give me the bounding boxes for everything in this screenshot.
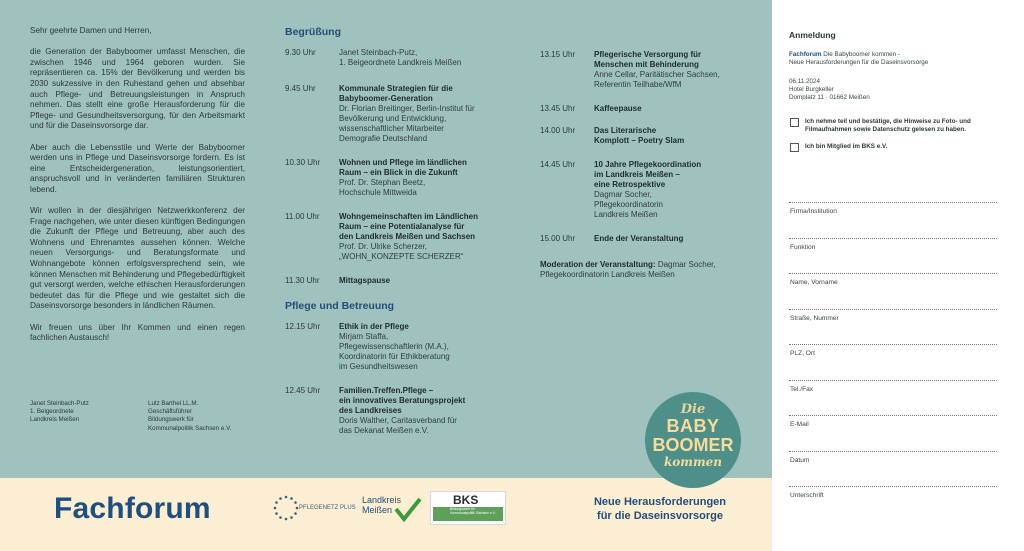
form-field[interactable]: [789, 238, 997, 251]
salutation: Sehr geehrte Damen und Herren,: [30, 26, 152, 35]
program-item: [540, 104, 765, 114]
program-item: [285, 48, 510, 68]
badge-line: BOOMER: [652, 435, 734, 455]
program-body: [339, 48, 510, 68]
program-time: 14.45 Uhr: [540, 160, 576, 169]
program-body: [339, 386, 510, 436]
program-title: Wohngemeinschaften im Ländlichen: [339, 212, 478, 221]
signature-line: Janet Steinbach-Putz: [30, 400, 89, 407]
form-field[interactable]: [789, 273, 997, 286]
form-field-label: Firma/Institution: [790, 208, 837, 215]
program-column-2: [540, 50, 765, 280]
fachforum-brand: Fachforum: [54, 492, 211, 525]
intro-paragraph: Wir wollen in der diesjährigen Netzwerkkonferenz der Frage nachgehen, wie unter diesen künftigen Bedingungen die Zukunft der Pflege und Betreuung, aber auch des Wohnens und Ehrenamtes aussehen können. Welche neuen Versorgungs- und Beratungsformate und Wohnangebote können erfolgsversprechend sein, wie können Menschen mit Behinderung und Pflegebedürftigkeit gut versorgt werden, welche ethischen Herausforderungen bedeutet das für die Pflege und wie gestaltet sich die Daseinsvorsorge besonders in ländlichen Räumen.: [30, 206, 245, 311]
program-desc: Anne Cellar, Paritätischer Sachsen,: [594, 70, 720, 79]
form-field[interactable]: [789, 415, 997, 428]
program-desc: Demografie Deutschland: [339, 134, 428, 143]
program-title: Kaffeepause: [594, 104, 642, 113]
program-title: ein innovatives Beratungsprojekt: [339, 396, 466, 405]
program-desc: Dagmar Socher,: [594, 190, 652, 199]
program-title: Mittagspause: [339, 276, 391, 285]
program-time: 12.45 Uhr: [285, 386, 321, 395]
program-desc: Pflegewissenschaftlerin (M.A.),: [339, 342, 449, 351]
member-checkbox[interactable]: [790, 143, 799, 152]
meissen-label: Meißen: [362, 505, 393, 515]
program-time: 15.00 Uhr: [540, 234, 576, 243]
program-title: Ethik in der Pflege: [339, 322, 409, 331]
program-desc: Bevölkerung und Entwicklung,: [339, 114, 447, 123]
program-item: [285, 212, 510, 262]
program-title: Wohnen und Pflege im ländlichen: [339, 158, 467, 167]
member-checkbox-row[interactable]: [789, 143, 1014, 151]
program-item: [540, 126, 765, 146]
program-title: Das Literarische: [594, 126, 657, 135]
program-body: [339, 158, 510, 198]
form-field-label: Tel./Fax: [790, 385, 814, 393]
program-item: [285, 322, 510, 372]
program-desc: Doris Walther, Caritasverband für: [339, 416, 457, 425]
program-title: eine Retrospektive: [594, 180, 666, 189]
program-title: Kommunale Strategien für die: [339, 84, 453, 93]
headline-line: für die Daseinsvorsorge: [597, 510, 723, 522]
event-text2: Neue Herausforderungen für die Daseinsvorsorge: [789, 59, 929, 67]
program-time: 11.00 Uhr: [285, 212, 320, 221]
badge-line: Die: [680, 402, 706, 417]
program-list-section1: [285, 48, 510, 286]
moderation-line2: Pflegekoordinatorin Landkreis Meißen: [540, 270, 675, 279]
program-time: 14.00 Uhr: [540, 126, 576, 135]
form-field-label: E-Mail: [790, 421, 809, 428]
form-field-label: Unterschrift: [790, 492, 824, 499]
signature-line: Kommunalpolitik Sachsen e.V.: [148, 424, 232, 432]
program-desc: Prof. Dr. Ulrike Scherzer,: [339, 242, 428, 251]
program-desc: Hochschule Mittweida: [339, 188, 417, 197]
program-body: [594, 50, 765, 90]
program-time: 9.45 Uhr: [285, 84, 316, 93]
consent-label: Ich nehme teil und bestätige, die Hinweise zu Foto- und: [805, 118, 971, 125]
program-time: 11.30 Uhr: [285, 276, 320, 285]
headline-line: Neue Herausforderungen: [593, 496, 727, 508]
registration-event: [789, 51, 1009, 67]
program-desc: Pflegekoordinatorin: [594, 200, 663, 209]
venue-date: 06.11.2024: [789, 78, 821, 85]
babyboomer-badge: [645, 392, 741, 488]
consent-checkbox-row[interactable]: [789, 118, 1014, 134]
pflegenetz-logo: [273, 493, 356, 527]
star-ring-icon: [273, 495, 299, 521]
program-title: Pflegerische Versorgung für: [594, 50, 702, 59]
pflegenetz-label: PFLEGENETZ PLUS: [299, 505, 356, 511]
meissen-label: Landkreis: [362, 495, 402, 505]
venue-hotel: Hotel Burgkeller: [789, 86, 834, 94]
event-text: Die Babyboomer kommen -: [823, 51, 900, 58]
signature-steinbach: [30, 400, 140, 425]
moderation-text: Dagmar Socher,: [657, 260, 716, 269]
form-field[interactable]: [789, 344, 997, 357]
program-body: [339, 276, 510, 286]
consent-label: Filmaufnahmen sowie Datenschutz gelesen zu haben.: [805, 126, 966, 134]
program-body: [339, 322, 510, 372]
section-title-pflege: Pflege und Betreuung: [285, 300, 395, 312]
form-field[interactable]: [789, 451, 997, 464]
form-field-label: Funktion: [790, 243, 816, 251]
program-desc: „WOHN_KONZEPTE SCHERZER“: [339, 252, 464, 261]
program-desc: Referentin Teilhabe/WfM: [594, 80, 682, 89]
bks-logo: [430, 491, 506, 525]
program-list-section2: [285, 322, 510, 436]
form-field[interactable]: [789, 486, 997, 499]
signature-barthel: [148, 400, 258, 433]
form-field[interactable]: [789, 309, 997, 322]
registration-venue: [789, 78, 870, 103]
program-item: [285, 158, 510, 198]
program-title: den Landkreis Meißen und Sachsen: [339, 232, 476, 241]
program-column-1: [285, 26, 510, 436]
intro-paragraph: Aber auch die Lebensstile und Werte der Babyboomer werden uns in Pflege und Daseinsvorsorge fordern. Es ist eine Entscheidergeneration, leistungsorientiert, anspruchsvoll und in veränderten familiären Strukturen lebend.: [30, 142, 245, 194]
program-list-section3: [540, 50, 765, 244]
program-item: [285, 84, 510, 144]
program-title: Komplott – Poetry Slam: [594, 136, 685, 145]
form-field-label: PLZ, Ort: [790, 350, 815, 357]
program-body: [339, 212, 510, 262]
checkmark-icon: [394, 497, 422, 523]
program-title: Babyboomer-Generation: [339, 94, 433, 103]
bks-label: BKS: [453, 493, 479, 507]
program-time: 13.45 Uhr: [540, 104, 576, 113]
program-title: des Landkreises: [339, 406, 402, 415]
program-title: Menschen mit Behinderung: [594, 60, 699, 69]
program-title: Familien.Treffen.Pflege –: [339, 386, 434, 395]
program-desc: wissenschaftlicher Mitarbeiter: [339, 124, 444, 133]
program-time: 12.15 Uhr: [285, 322, 321, 331]
program-desc: das Dekanat Meißen e.V.: [339, 426, 429, 435]
program-title: 10 Jahre Pflegekoordination: [594, 160, 702, 169]
signature-line: Bildungswerk für: [148, 416, 194, 424]
member-label: Ich bin Mitglied im BKS e.V.: [805, 143, 888, 150]
section-title-begruessung: Begrüßung: [285, 26, 341, 38]
program-desc: Dr. Florian Breitinger, Berlin-Institut für: [339, 104, 475, 113]
program-time: 9.30 Uhr: [285, 48, 316, 57]
moderation: [540, 260, 765, 280]
program-desc: 1. Beigeordnete Landkreis Meißen: [339, 58, 462, 67]
program-title: im Landkreis Meißen –: [594, 170, 680, 179]
program-body: [594, 160, 765, 220]
intro-letter: [30, 26, 245, 354]
program-title: Raum – ein Blick in die Zukunft: [339, 168, 458, 177]
program-body: [339, 84, 510, 144]
program-desc: Mirjam Staffa,: [339, 332, 389, 341]
landkreis-meissen-logo: [360, 493, 422, 527]
signature-line: Lutz Barthel LL.M.: [148, 400, 199, 407]
program-title: Raum – eine Potentialanalyse für: [339, 222, 465, 231]
program-time: 13.15 Uhr: [540, 50, 576, 59]
program-item: [540, 50, 765, 90]
badge-line: kommen: [663, 455, 723, 469]
program-desc: Prof. Dr. Stephan Beetz,: [339, 178, 426, 187]
registration-title: Anmeldung: [789, 30, 836, 40]
bks-subtitle: Bildungswerk für Kommunalpolitik Sachsen e.V.: [450, 507, 496, 515]
program-body: [594, 234, 765, 244]
intro-paragraph: Wir freuen uns über Ihr Kommen und einen regen fachlichen Austausch!: [30, 322, 245, 343]
venue-address: Domplatz 11 · 01662 Meißen: [789, 94, 870, 102]
program-desc: im Gesundheitswesen: [339, 362, 418, 371]
form-field-label: Name, Vorname: [790, 279, 838, 286]
form-field[interactable]: [789, 380, 997, 393]
program-desc: Janet Steinbach-Putz,: [339, 48, 418, 57]
signature-line: 1. Beigeordnete: [30, 408, 74, 416]
program-item: [285, 386, 510, 436]
program-title: Ende der Veranstaltung: [594, 234, 684, 243]
program-desc: Landkreis Meißen: [594, 210, 658, 219]
badge-line: BABY: [666, 416, 720, 436]
form-field-label: Straße, Nummer: [790, 314, 839, 322]
moderation-label: Moderation der Veranstaltung:: [540, 260, 656, 269]
event-label: Fachforum: [789, 51, 822, 58]
program-item: [540, 160, 765, 220]
form-field[interactable]: [789, 202, 997, 215]
intro-paragraph: die Generation der Babyboomer umfasst Menschen, die zwischen 1946 und 1964 geboren wurden. Sie repräsentieren ca. 15% der Bevölkerung und werden bis 2030 sukzessive in den Ruhestand gehen und absehbar auch Pflege- und Betreuungsleistungen in Anspruch nehmen. Das stellt eine große Herausforderung für die Pflege- und Gesundheitsversorgung, für den Arbeitsmarkt und für die Daseinsvorsorge dar.: [30, 47, 245, 131]
program-body: [594, 126, 765, 146]
program-item: [285, 276, 510, 286]
form-field-label: Datum: [790, 456, 810, 464]
signature-line: Geschäftsführer: [148, 408, 193, 416]
program-desc: Koordinatorin für Ethikberatung: [339, 352, 450, 361]
program-time: 10.30 Uhr: [285, 158, 321, 167]
program-body: [594, 104, 765, 114]
signature-line: Landkreis Meißen: [30, 416, 80, 424]
consent-checkbox[interactable]: [790, 118, 799, 127]
program-item: [540, 234, 765, 244]
footer-headline: [560, 495, 760, 523]
